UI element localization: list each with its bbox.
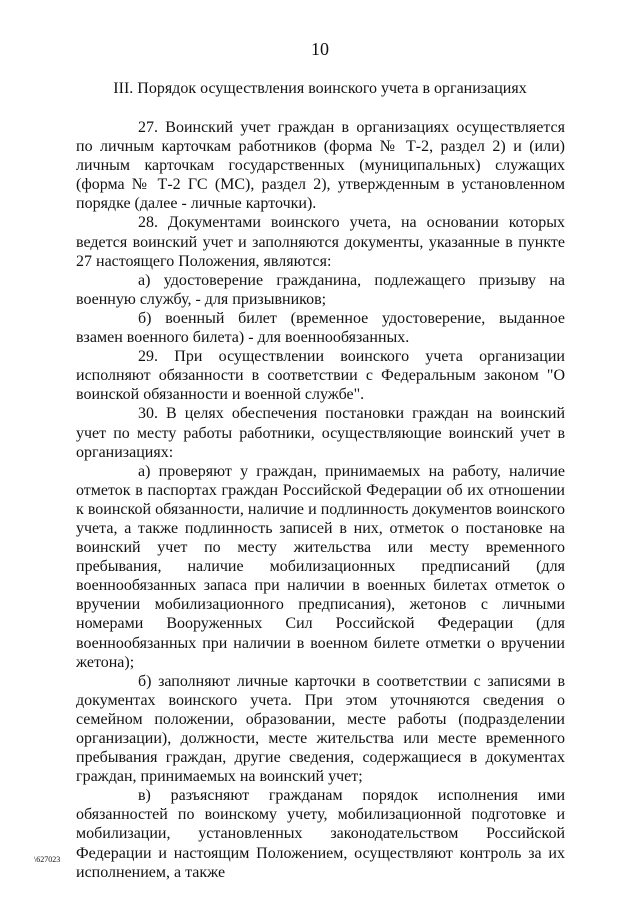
paragraph-28-a: а) удостоверение гражданина, подлежащего призыву на военную службу, - для призывников; [76,271,565,308]
paragraph-30-v: в) разъясняют гражданам порядок исполнения ими обязанностей по воинскому учету, мобилизационной подготовке и мобилизации, установленных законодательством Российской Федерации и настоящим Положением, осуществляют контроль за их исполнением, а также [76,787,565,881]
paragraph-30-a: а) проверяют у граждан, принимаемых на работу, наличие отметок в паспортах граждан Российской Федерации об их отношении к воинской обязанности, наличие и подлинность документов воинского учета, а также подлинность записей в них, отметок о постановке на воинский учет по месту жительства или месту временного пребывания, наличие мобилизационных предписаний (для военнообязанных запаса при наличии в военных билетах отметок о вручении мобилизационного предписания), жетонов с личными номерами Вооруженных Сил Российской Федерации (для военнообязанных при наличии в военном билете отметки о вручении жетона); [76,462,565,671]
paragraph-28-b: б) военный билет (временное удостоверение, выданное взамен военного билета) - для военнообязанных. [76,309,565,347]
paragraph-30: 30. В целях обеспечения постановки граждан на воинский учет по месту работы работники, осуществляющие воинский учет в организациях: [76,405,565,461]
footer-document-code: \627023 [34,855,61,864]
paragraph-29: 29. При осуществлении воинского учета организации исполняют обязанности в соответствии с Федеральным законом "О воинской обязанности и военной службе". [76,348,565,404]
section-title: III. Порядок осуществления воинского учета в организациях [113,80,527,97]
paragraph-30-b: б) заполняют личные карточки в соответствии с записями в документах воинского учета. При этом уточняются сведения о семейном положении, образовании, месте работы (подразделении организации), должности, месте жительства или месте временного пребывания граждан, другие сведения, содержащиеся в документах граждан, принимаемых на воинский учет; [76,672,565,786]
paragraph-28: 28. Документами воинского учета, на основании которых ведется воинский учет и заполняются документы, указанные в пункте 27 настоящего Положения, являются: [76,214,565,270]
document-body [76,118,565,882]
page-number: 10 [311,39,329,59]
paragraph-27: 27. Воинский учет граждан в организациях осуществляется по личным карточкам работников (форма № Т-2, раздел 2) и (или) личным карточкам государственных (муниципальных) служащих (форма № Т-2 ГС (МС), раздел 2), утвержденным в установленном порядке (далее - личные карточки). [76,119,565,213]
